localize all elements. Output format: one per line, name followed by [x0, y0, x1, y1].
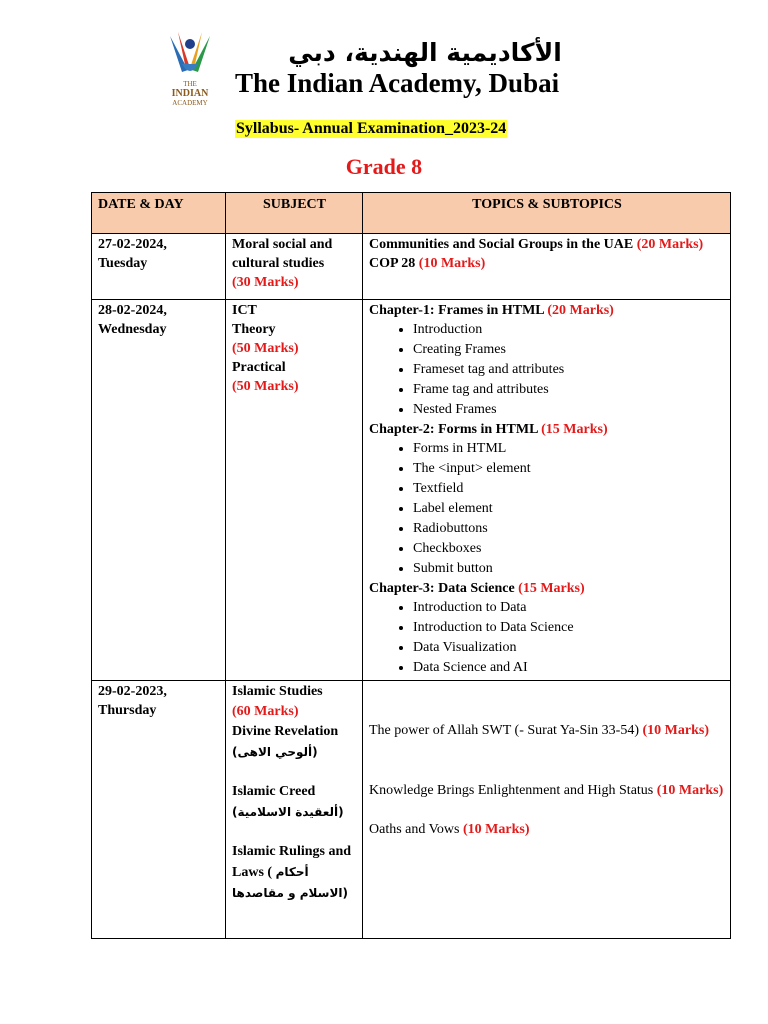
date: 28-02-2024,	[98, 303, 167, 318]
list-item: • The <input> element	[413, 459, 725, 479]
date-cell	[92, 681, 226, 939]
list-item: • Creating Frames	[413, 340, 725, 360]
date-cell	[92, 300, 226, 681]
table-header-row	[92, 193, 731, 234]
day: Tuesday	[98, 256, 148, 271]
list-item: • Frame tag and attributes	[413, 380, 725, 400]
col-header-date: DATE & DAY	[92, 193, 226, 234]
academy-logo	[158, 30, 222, 110]
theory-label: Theory	[232, 322, 276, 337]
syllabus-table	[91, 192, 731, 939]
col-header-subject: SUBJECT	[226, 193, 363, 234]
topics-cell	[363, 681, 731, 939]
chapter-heading	[369, 301, 725, 320]
chapter-topic-list	[369, 598, 725, 678]
list-item: • Radiobuttons	[413, 519, 725, 539]
list-item: • Checkboxes	[413, 539, 725, 559]
topic-marks: (20 Marks)	[636, 237, 704, 252]
list-item: • Label element	[413, 499, 725, 519]
chapter-topic-list	[369, 439, 725, 579]
list-item: • Introduction to Data Science	[413, 618, 725, 638]
date-cell	[92, 234, 226, 300]
chapter-topic-list	[369, 320, 725, 420]
subject-name: Moral social and cultural studies	[232, 237, 333, 271]
subtopic-arabic: أحكام	[275, 865, 309, 879]
list-item: • Nested Frames	[413, 400, 725, 420]
topic: Communities and Social Groups in the UAE	[369, 237, 634, 252]
chapter-title: Chapter-3: Data Science	[369, 581, 515, 596]
subject-marks: (30 Marks)	[232, 275, 299, 290]
date: 27-02-2024,	[98, 237, 167, 252]
list-item: • Introduction to Data	[413, 598, 725, 618]
list-item: • Data Visualization	[413, 638, 725, 658]
topic: COP 28	[369, 256, 416, 271]
subject-cell	[226, 234, 363, 300]
english-title: The Indian Academy, Dubai	[235, 68, 560, 98]
subject-cell	[226, 300, 363, 681]
date: 29-02-2023,	[98, 684, 167, 699]
subtopic-islamic-rulings: Islamic Rulings and Laws (	[232, 844, 352, 880]
list-item: • Forms in HTML	[413, 439, 725, 459]
chapter-title: Chapter-2: Forms in HTML	[369, 422, 538, 437]
syllabus-title: Syllabus- Annual Examination_2023-24	[236, 120, 507, 137]
logo-text-indian: INDIAN	[171, 88, 209, 99]
practical-marks: (50 Marks)	[232, 379, 299, 394]
topic: The power of Allah SWT (- Surat Ya-Sin 33-54)	[369, 723, 639, 738]
subject-cell	[226, 681, 363, 939]
topic-marks: (10 Marks)	[656, 783, 724, 798]
chapter-heading	[369, 579, 725, 598]
day: Wednesday	[98, 322, 167, 337]
topics-cell	[363, 300, 731, 681]
subtopic-arabic: (ألعقيدة الاسلامية)	[232, 805, 344, 819]
day: Thursday	[98, 703, 157, 718]
topic-marks: (10 Marks)	[463, 822, 530, 837]
list-item: • Introduction	[413, 320, 725, 340]
topic-line	[369, 721, 725, 740]
topic-line	[369, 781, 725, 800]
subtopic-divine-revelation: Divine Revelation	[232, 724, 339, 739]
chapter-title: Chapter-1: Frames in HTML	[369, 303, 544, 318]
chapter-marks: (20 Marks)	[547, 303, 614, 318]
practical-label: Practical	[232, 360, 286, 375]
topic-line	[369, 820, 725, 839]
logo-text-the: THE	[183, 80, 197, 88]
table-row	[92, 300, 731, 681]
subject-marks: (60 Marks)	[232, 704, 299, 719]
subject-name: ICT	[232, 303, 257, 318]
logo-text-academy: ACADEMY	[172, 99, 208, 107]
chapter-marks: (15 Marks)	[541, 422, 608, 437]
subtopic-arabic: (الاسلام و مقاصدها	[232, 886, 348, 900]
topic: Knowledge Brings Enlightenment and High Status	[369, 783, 654, 798]
table-row	[92, 681, 731, 939]
col-header-topics: TOPICS & SUBTOPICS	[363, 193, 731, 234]
list-item: • Textfield	[413, 479, 725, 499]
topics-cell	[363, 234, 731, 300]
theory-marks: (50 Marks)	[232, 341, 299, 356]
topic-marks: (10 Marks)	[642, 723, 709, 738]
list-item: • Submit button	[413, 559, 725, 579]
chapter-heading	[369, 420, 725, 439]
list-item: • Data Science and AI	[413, 658, 725, 678]
arabic-title: الأكاديمية الهندية، دبي	[288, 38, 562, 67]
list-item: • Frameset tag and attributes	[413, 360, 725, 380]
subtopic-islamic-creed: Islamic Creed	[232, 784, 316, 799]
chapter-marks: (15 Marks)	[518, 581, 585, 596]
topic: Oaths and Vows	[369, 822, 460, 837]
topic-marks: (10 Marks)	[418, 256, 486, 271]
subtopic-arabic: (ألوحي الاهى)	[232, 745, 318, 759]
subject-name: Islamic Studies	[232, 684, 323, 699]
grade-heading: Grade 8	[345, 154, 423, 179]
table-row	[92, 234, 731, 300]
